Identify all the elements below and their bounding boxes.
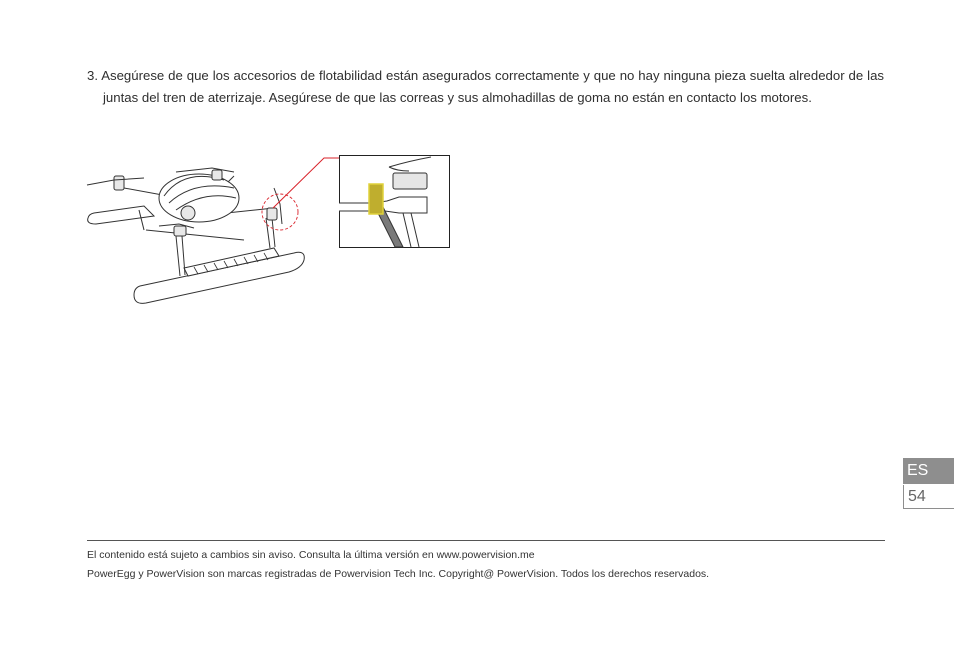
callout-connector bbox=[270, 150, 350, 220]
detail-inset bbox=[339, 155, 450, 248]
footer-disclaimer: El contenido está sujeto a cambios sin aviso. Consulta la última versión en www.powervision.me bbox=[87, 549, 535, 561]
instruction-step bbox=[87, 65, 884, 109]
footer-copyright: PowerEgg y PowerVision son marcas registradas de Powervision Tech Inc. Copyright@ PowerVision. Todos los derechos reservados. bbox=[87, 568, 710, 580]
language-tab: ES bbox=[903, 458, 954, 484]
footer-divider bbox=[87, 540, 885, 541]
page-number: 54 bbox=[903, 485, 954, 509]
step-text: Asegúrese de que los accesorios de flotabilidad están asegurados correctamente y que no hay ninguna pieza suelta alrededor de las juntas del tren de aterrizaje. Asegúrese de que las correas y sus almohadillas de goma no están en contacto los motores. bbox=[101, 68, 884, 105]
step-number: 3. bbox=[87, 68, 98, 83]
instruction-paragraph bbox=[87, 65, 884, 109]
